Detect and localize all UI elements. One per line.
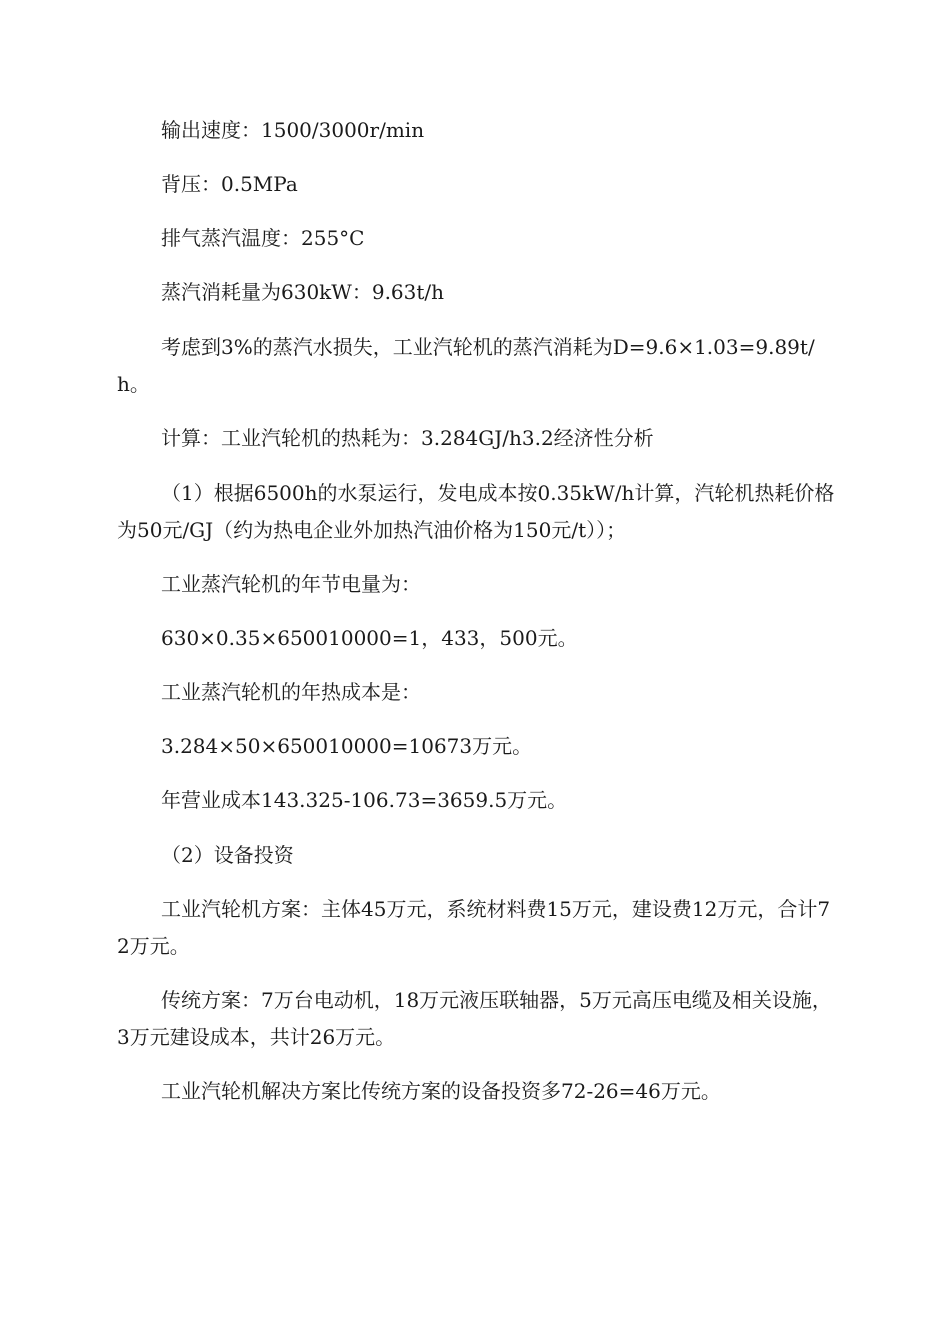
traditional-scheme-paragraph: 传统方案：7万台电动机，18万元液压联轴器，5万元高压电缆及相关设施，3万元建设成本，共计26万元。	[117, 988, 832, 1049]
heat-consumption-line: 计算：工业汽轮机的热耗为：3.284GJ/h3.2经济性分析	[161, 426, 654, 450]
investment-comparison-line: 工业汽轮机解决方案比传统方案的设备投资多72-26=46万元。	[161, 1079, 721, 1103]
economic-analysis-paragraph-1: （1）根据6500h的水泵运行，发电成本按0.35kW/h计算，汽轮机热耗价格为50元/GJ（约为热电企业外加热汽油价格为150元/t））；	[117, 481, 835, 542]
annual-heat-cost-heading: 工业蒸汽轮机的年热成本是：	[161, 680, 421, 704]
back-pressure-line: 背压：0.5MPa	[161, 172, 298, 196]
turbine-scheme-paragraph: 工业汽轮机方案：主体45万元，系统材料费15万元，建设费12万元，合计72万元。	[117, 897, 831, 958]
equipment-investment-heading: （2）设备投资	[161, 843, 294, 867]
steam-consumption-line: 蒸汽消耗量为630kW：9.63t/h	[161, 280, 445, 304]
annual-power-saving-formula: 630×0.35×650010000=1，433，500元。	[161, 626, 578, 650]
annual-heat-cost-formula: 3.284×50×650010000=10673万元。	[161, 734, 533, 758]
output-speed-line: 输出速度：1500/3000r/min	[161, 118, 425, 142]
annual-power-saving-heading: 工业蒸汽轮机的年节电量为：	[161, 572, 421, 596]
steam-loss-paragraph: 考虑到3%的蒸汽水损失，工业汽轮机的蒸汽消耗为D=9.6×1.03=9.89t/h。	[117, 335, 815, 396]
exhaust-temperature-line: 排气蒸汽温度：255°C	[161, 226, 365, 250]
annual-operating-cost-line: 年营业成本143.325-106.73=3659.5万元。	[161, 788, 568, 812]
